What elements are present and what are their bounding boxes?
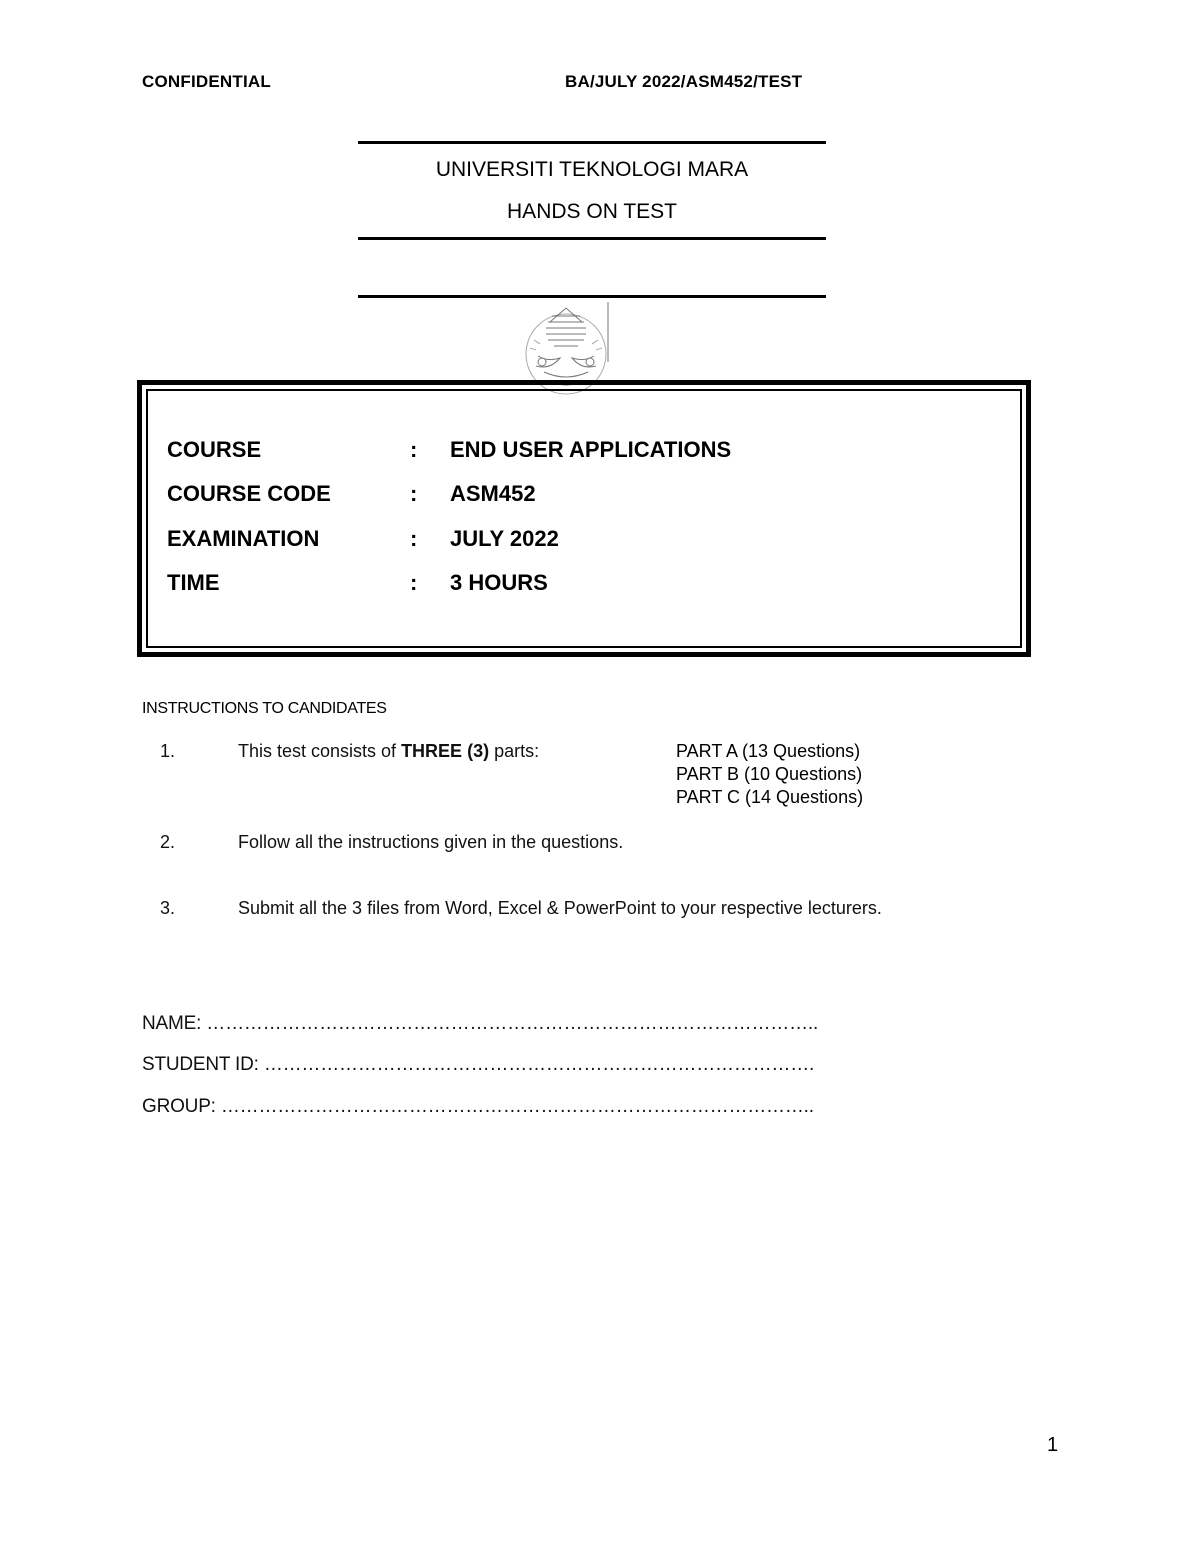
- time-label: TIME: [167, 570, 220, 595]
- confidential-label: CONFIDENTIAL: [142, 72, 271, 91]
- page-number: 1: [1047, 1434, 1059, 1456]
- instruction-1-text-after: parts:: [489, 741, 540, 761]
- student-id-field-label: STUDENT ID:: [142, 1054, 259, 1075]
- part-b-item: PART B (10 Questions): [676, 764, 863, 784]
- instruction-3-text: Submit all the 3 files from Word, Excel & PowerPoint to your respective lecturers.: [238, 898, 882, 918]
- name-field[interactable]: [142, 1013, 818, 1035]
- course-code-value: ASM452: [450, 481, 536, 506]
- course-code-colon: :: [410, 481, 418, 506]
- university-name: UNIVERSITI TEKNOLOGI MARA: [435, 158, 749, 181]
- instructions-heading: INSTRUCTIONS TO CANDIDATES: [142, 700, 387, 717]
- examination-colon: :: [410, 526, 418, 551]
- course-code-label: COURSE CODE: [167, 481, 331, 506]
- instruction-1-text-before: This test consists of: [238, 741, 402, 761]
- group-field-dots: …………………………………………………………………………………..: [215, 1096, 814, 1117]
- name-field-label: NAME:: [142, 1013, 202, 1034]
- name-field-dots: ……………………………………………………………………………………..: [201, 1013, 819, 1034]
- title-rule-bottom: [358, 295, 826, 298]
- student-id-field[interactable]: [142, 1054, 814, 1076]
- course-value: END USER APPLICATIONS: [450, 437, 732, 462]
- instruction-2-number: 2.: [160, 832, 176, 852]
- course-label: COURSE: [167, 437, 262, 462]
- title-rule-top: [358, 141, 826, 144]
- time-value: 3 HOURS: [450, 570, 548, 595]
- instruction-1-number: 1.: [160, 741, 176, 761]
- examination-label: EXAMINATION: [167, 526, 320, 551]
- title-rule-middle: [358, 237, 826, 240]
- student-id-field-dots: …………………………………………………………………………….: [258, 1054, 815, 1075]
- document-code: BA/JULY 2022/ASM452/TEST: [565, 72, 803, 91]
- group-field-label: GROUP:: [142, 1096, 216, 1117]
- course-colon: :: [410, 437, 418, 462]
- instruction-2-text: Follow all the instructions given in the questions.: [238, 832, 624, 852]
- instruction-3-number: 3.: [160, 898, 176, 918]
- part-c-item: PART C (14 Questions): [676, 787, 864, 807]
- examination-value: JULY 2022: [450, 526, 559, 551]
- instruction-1-text: [238, 741, 539, 762]
- test-type-title: HANDS ON TEST: [507, 200, 677, 223]
- time-colon: :: [410, 570, 418, 595]
- course-info-box: [137, 380, 1031, 657]
- course-info-inner-border: [146, 389, 1022, 648]
- instruction-1-text-bold: THREE (3): [401, 741, 490, 761]
- group-field[interactable]: [142, 1096, 814, 1118]
- parts-list: [676, 740, 863, 809]
- part-a-item: PART A (13 Questions): [676, 741, 861, 761]
